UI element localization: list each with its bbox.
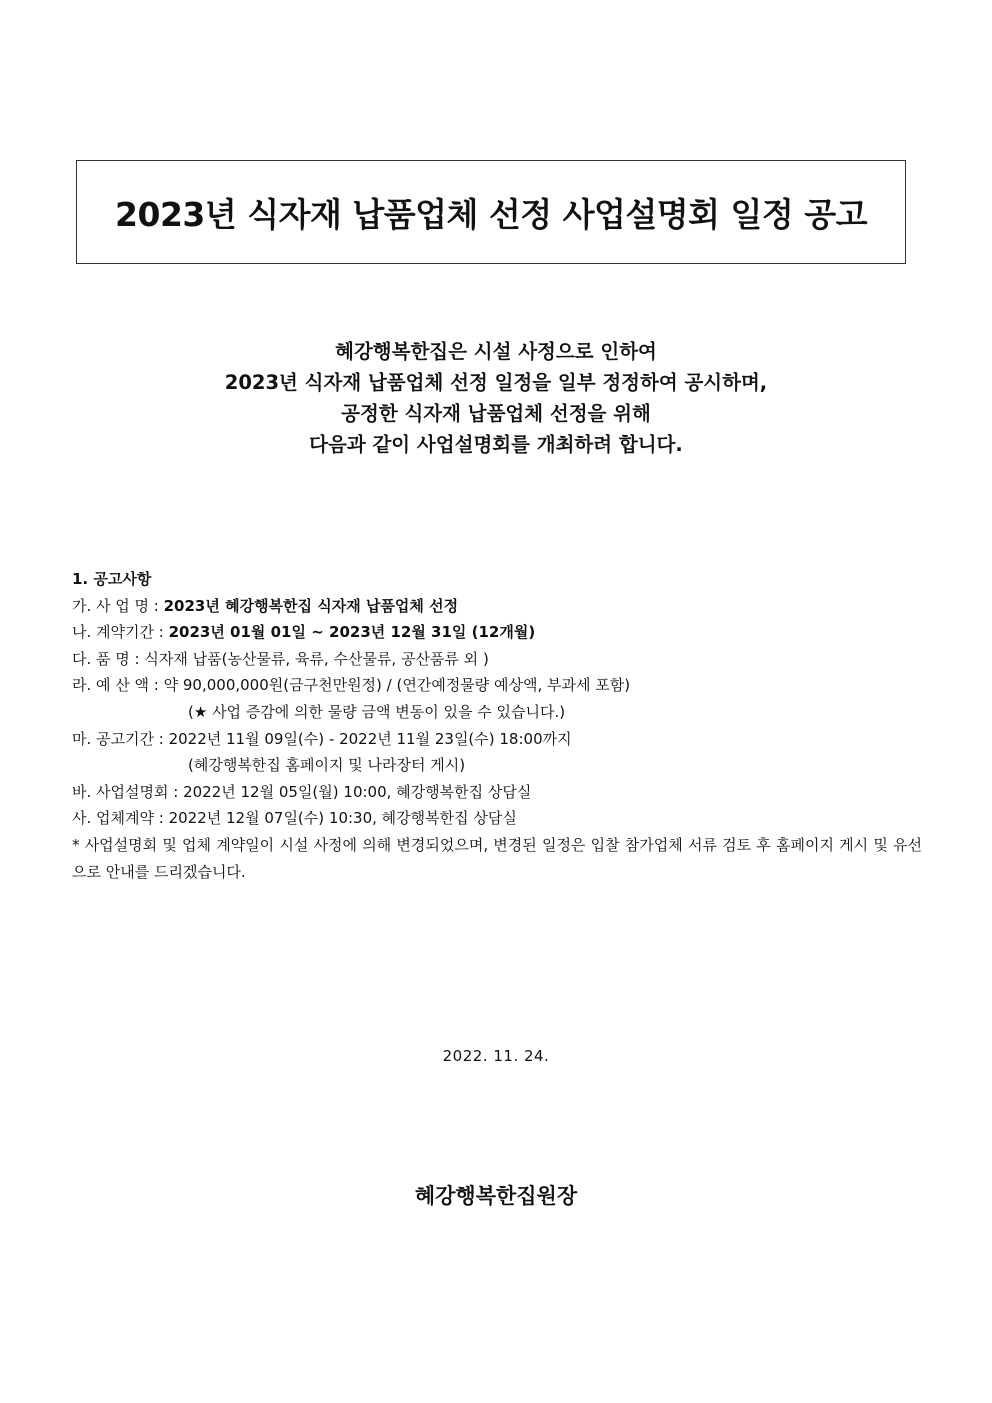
intro-line: 공정한 식자재 납품업체 선정을 위해: [341, 402, 651, 425]
item-contract-period: [72, 619, 932, 646]
item-project-name: [72, 593, 932, 620]
title-box: [76, 160, 906, 264]
item-value: 약 90,000,000원(금구천만원정) / (연간예정물량 예상액, 부과세 포함): [163, 676, 631, 695]
item-label: 라. 예 산 액 :: [72, 676, 164, 695]
intro-line: 혜강행복한집은 시설 사정으로 인하여: [335, 340, 657, 363]
signer: 혜강행복한집원장: [414, 1184, 578, 1208]
item-value: 식자재 납품(농산물류, 육류, 수산물류, 공산품류 외 ): [144, 649, 489, 668]
intro-line: 다음과 같이 사업설명회를 개최하려 합니다.: [309, 433, 683, 456]
notice-note: * 사업설명회 및 업체 계약일이 시설 사정에 의해 변경되었으며, 변경된 일정은 입찰 참가업체 서류 검토 후 홈페이지 게시 및 유선으로 안내를 드리겠습니다.: [72, 835, 922, 881]
item-value: 2023년 혜강행복한집 식자재 납품업체 선정: [163, 596, 459, 615]
page-title: 2023년 식자재 납품업체 선정 사업설명회 일정 공고: [115, 194, 867, 234]
item-label: 나. 계약기간 :: [72, 623, 169, 642]
item-value: 2022년 12월 07일(수) 10:30, 혜강행복한집 상담실: [168, 809, 517, 828]
item-value: 2022년 11월 09일(수) - 2022년 11월 23일(수) 18:00까지: [168, 729, 572, 748]
item-notice-period: [72, 726, 932, 753]
item-contract: [72, 805, 932, 832]
item-label: 다. 품 명 :: [72, 649, 145, 668]
item-value: 2022년 12월 05일(월) 10:00, 혜강행복한집 상담실: [183, 782, 532, 801]
item-budget-note: (★ 사업 증감에 의한 물량 금액 변동이 있을 수 있습니다.): [188, 702, 566, 721]
item-label: 가. 사 업 명 :: [72, 596, 164, 615]
item-label: 마. 공고기간 :: [72, 729, 169, 748]
item-notice-period-note: (혜강행복한집 홈페이지 및 나라장터 게시): [188, 756, 466, 775]
intro-paragraph: [0, 336, 992, 460]
notice-date: 2022. 11. 24.: [442, 1047, 550, 1065]
item-label: 바. 사업설명회 :: [72, 782, 184, 801]
item-label: 사. 업체계약 :: [72, 809, 169, 828]
intro-line: 2023년 식자재 납품업체 선정 일정을 일부 정정하여 공시하며,: [224, 371, 768, 394]
announcement-section: [72, 566, 932, 885]
item-value: 2023년 01월 01일 ~ 2023년 12월 31일 (12개월): [168, 623, 536, 642]
item-budget: [72, 672, 932, 699]
item-briefing: [72, 779, 932, 806]
section-heading: 1. 공고사항: [72, 570, 152, 588]
item-goods: [72, 646, 932, 673]
